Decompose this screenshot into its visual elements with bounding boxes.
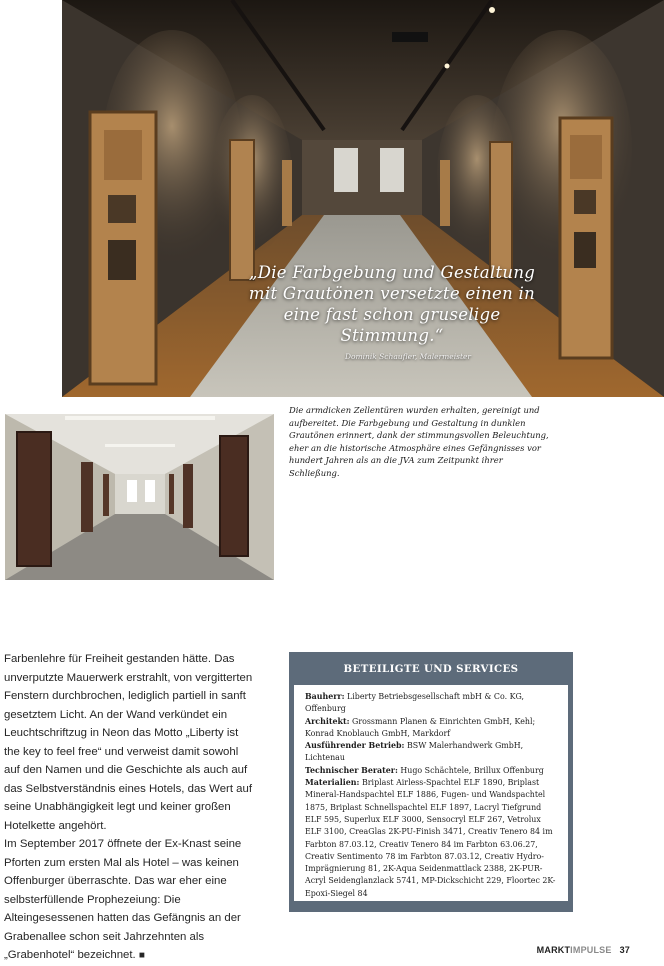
credit-label: Materialien:: [305, 778, 360, 788]
pull-quote-author: Dominik Schaufler, Malermeister: [344, 352, 472, 361]
photo-caption: Die armdicken Zellentüren wurden erhalten, gereinigt und aufbereitet. Die Farbgebung und Gestaltung in dunklen Grautönen erinnert, dank der stimmungsvollen Beleuchtung, eher an die historische Atmosphäre eines Gefängnisses vor hundert Jahren als an die JVA zum Zeitpunkt ihrer Schließung.: [289, 405, 549, 478]
credits-box-content: [294, 685, 568, 901]
credit-entry: [305, 765, 559, 777]
magazine-name-part1: MARKT: [536, 945, 571, 955]
credit-text: Grossmann Planen & Einrichten GmbH, Kehl; Konrad Knoblauch GmbH, Markdorf: [305, 716, 536, 738]
credit-entry: [305, 716, 559, 741]
credit-label: Ausführender Betrieb:: [305, 741, 405, 751]
credit-entry: [305, 691, 559, 716]
credit-label: Architekt:: [305, 716, 350, 726]
magazine-name-part2: IMPULSE: [570, 945, 612, 955]
credit-label: Bauherr:: [305, 692, 345, 701]
credit-text: BSW Malerhandwerk GmbH, Lichtenau: [305, 741, 524, 763]
page-footer: [537, 945, 630, 955]
page-number: 37: [619, 945, 630, 955]
body-paragraph: Farbenlehre für Freiheit gestanden hätte. Das unverputzte Mauerwerk erstrahlt, von vergitterten Fenstern durchbrochen, lediglich partiell in sanft gesetztem Licht. An der Wand verkündet ein Leuchtschriftzug in Neon das Motto „Liberty ist the key to feel free“ und verweist damit sowohl auf den Namen und die Geschichte als auch auf das Selbstverständnis eines Hotels, das Wert auf seine Unabhängigkeit legt und keiner großen Hotelkette angehört.: [4, 653, 253, 832]
old-corridor-illustration: [5, 414, 274, 580]
hero-photo: [62, 0, 664, 397]
credit-entry: [305, 740, 559, 765]
credit-text: Hugo Schächtele, Brillux Offenburg: [400, 765, 544, 775]
end-of-article-mark: ■: [138, 950, 145, 961]
credit-text: Briplast Airless-Spachtel ELF 1890, Briplast Mineral-Handspachtel ELF 1886, Fugen- und Wandspachtel 1875, Briplast Schnellspachtel ELF 1897, Lacryl Tiefgrund ELF 595, Superlux ELF 3000, Sensocryl ELF 267, Vetrolux ELF 3100, CreaGlas 2K-PU-Finish 3471, Creativ Tenero 84 im Farbton 87.03.12, Creativ Tenero 84 im Farbton 63.06.27, Creativ Sentimento 78 im Farbton 87.03.12, Creativ Hydro-Imprägnierung 81, 2K-Aqua Seidenmattlack 2388, 2K-PUR-Acryl Seidenglanzlack 5741, MP-Dickschicht 229, Floortec 2K-Epoxi-Siegel 84: [305, 778, 556, 898]
credit-entry: [305, 777, 559, 900]
before-photo: [5, 414, 274, 580]
body-paragraph-text: Im September 2017 öffnete der Ex-Knast seine Pforten zum ersten Mal als Hotel – was keinen Offenburger überraschte. Das war eher eine selbsterfüllende Prophezeiung: Die Alteingesessenen hatten das Gefängnis an der Grabenallee schon seit Jahrzehnten als „Grabenhotel“ bezeichnet.: [4, 838, 242, 961]
credits-box-title: BETEILIGTE UND SERVICES: [343, 663, 519, 675]
credit-label: Technischer Berater:: [305, 765, 398, 775]
pull-quote: „Die Farbgebung und Gestaltung mit Grautönen versetzte einen in eine fast schon gruselige Stimmung.“: [248, 263, 536, 345]
credit-text: Liberty Betriebsgesellschaft mbH & Co. KG, Offenburg: [305, 692, 525, 714]
credits-box: [289, 652, 573, 912]
body-paragraph: [4, 835, 254, 966]
article-body: [4, 650, 254, 966]
